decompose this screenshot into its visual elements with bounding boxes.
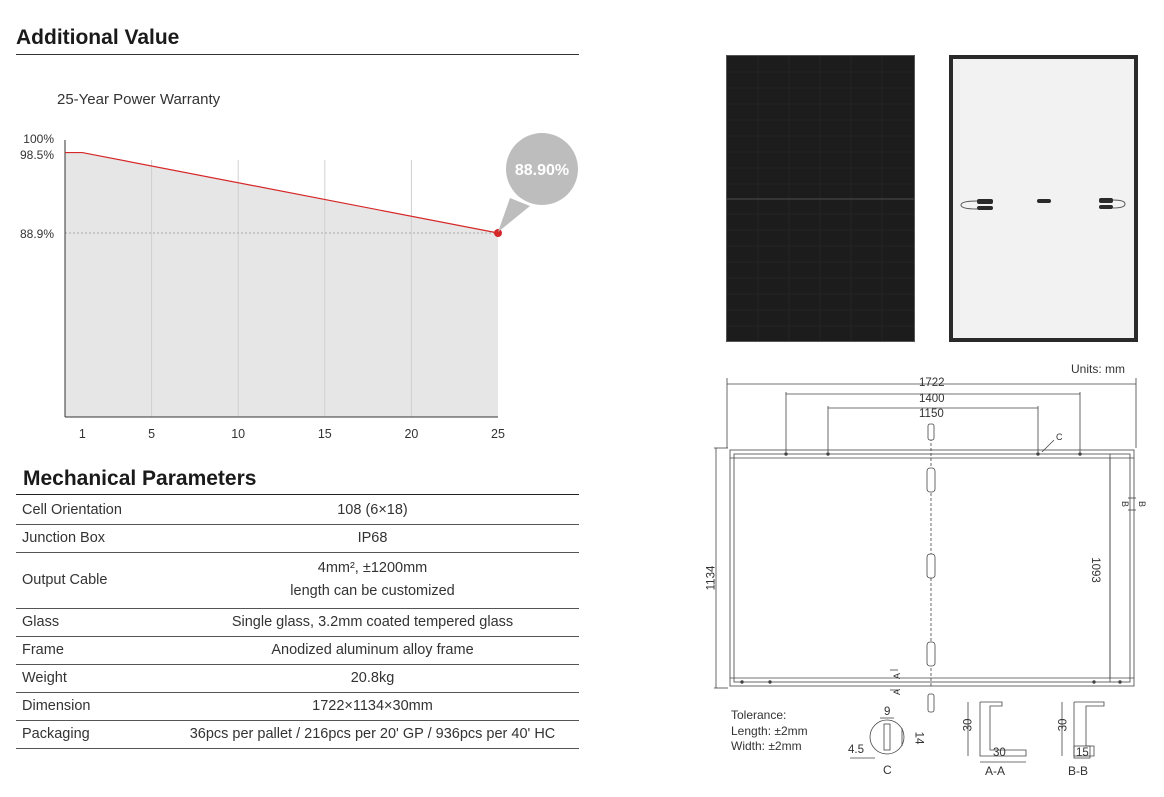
detail-aa-30v: 30: [962, 718, 975, 732]
x-tick-label: 1: [78, 427, 86, 441]
param-value-line1: 4mm², ±1200mm: [317, 560, 428, 576]
param-label: Output Cable: [16, 552, 166, 608]
y-tick-100: 100%: [23, 132, 54, 146]
end-point-marker: [494, 229, 502, 237]
callout-text: 88.90%: [514, 162, 570, 179]
param-label: Junction Box: [16, 524, 166, 552]
param-value: Single glass, 3.2mm coated tempered glass: [166, 608, 579, 636]
table-row: [16, 720, 579, 748]
x-tick-label: 15: [317, 427, 332, 441]
detail-aa-30h: 30: [993, 747, 1006, 759]
chart-subtitle: 25-Year Power Warranty: [57, 91, 221, 108]
tolerance-title: Tolerance:: [731, 708, 787, 722]
dim-1150: 1150: [919, 408, 944, 420]
detail-c-14: 14: [912, 731, 925, 745]
mechanical-divider: [16, 494, 579, 495]
detail-bb-30: 30: [1057, 718, 1070, 732]
panel-front-image: [726, 55, 915, 342]
dim-1093: 1093: [1088, 557, 1101, 583]
x-tick-label: 25: [491, 427, 505, 441]
warranty-chart: [0, 0, 600, 460]
table-row: [16, 524, 579, 552]
panel-front-cells: [727, 56, 914, 341]
param-label: Cell Orientation: [16, 496, 166, 524]
label-b-2: B: [1137, 500, 1148, 508]
callout-pointer: [498, 198, 530, 232]
additional-value-title: Additional Value: [16, 26, 180, 49]
param-label: Glass: [16, 608, 166, 636]
label-a-1: A: [892, 672, 903, 680]
units-label: Units: mm: [1071, 362, 1125, 376]
param-label: Packaging: [16, 720, 166, 748]
param-label: Dimension: [16, 692, 166, 720]
param-value: [166, 552, 579, 608]
tolerance-width: Width: ±2mm: [731, 739, 802, 753]
detail-c-4-5: 4.5: [848, 744, 864, 756]
detail-bb-label: B-B: [1068, 764, 1089, 778]
table-row: [16, 608, 579, 636]
mechanical-table: [16, 496, 579, 749]
label-a-2: A: [892, 688, 903, 696]
label-b-1: B: [1120, 500, 1131, 508]
param-value: 36pcs per pallet / 216pcs per 20' GP / 936pcs per 40' HC: [166, 720, 579, 748]
param-value: 20.8kg: [166, 664, 579, 692]
param-value: 1722×1134×30mm: [166, 692, 579, 720]
panel-back-image: [949, 55, 1138, 342]
detail-bb-15: 15: [1076, 747, 1089, 759]
mechanical-title: Mechanical Parameters: [23, 467, 257, 490]
param-value: 108 (6×18): [166, 496, 579, 524]
x-tick-label: 20: [404, 427, 419, 441]
table-row: [16, 496, 579, 524]
dim-1134: 1134: [705, 565, 718, 591]
label-c: C: [1056, 432, 1063, 442]
param-value-line2: length can be customized: [290, 583, 455, 599]
warranty-area: [65, 153, 498, 417]
table-row: [16, 636, 579, 664]
param-label: Frame: [16, 636, 166, 664]
table-row: [16, 552, 579, 608]
param-value: IP68: [166, 524, 579, 552]
x-tick-label: 5: [148, 427, 156, 441]
panel-back-junction: [953, 59, 1134, 338]
y-tick-88-9: 88.9%: [19, 227, 54, 241]
tolerance-length: Length: ±2mm: [731, 724, 808, 738]
detail-c-label: C: [883, 763, 892, 777]
table-row: [16, 664, 579, 692]
dim-1722: 1722: [919, 377, 945, 389]
x-tick-label: 10: [231, 427, 246, 441]
dim-1400: 1400: [919, 393, 945, 405]
param-value: Anodized aluminum alloy frame: [166, 636, 579, 664]
y-tick-98-5: 98.5%: [19, 148, 54, 162]
detail-c-9: 9: [884, 706, 891, 718]
param-label: Weight: [16, 664, 166, 692]
table-row: [16, 692, 579, 720]
detail-aa-label: A-A: [985, 764, 1006, 778]
